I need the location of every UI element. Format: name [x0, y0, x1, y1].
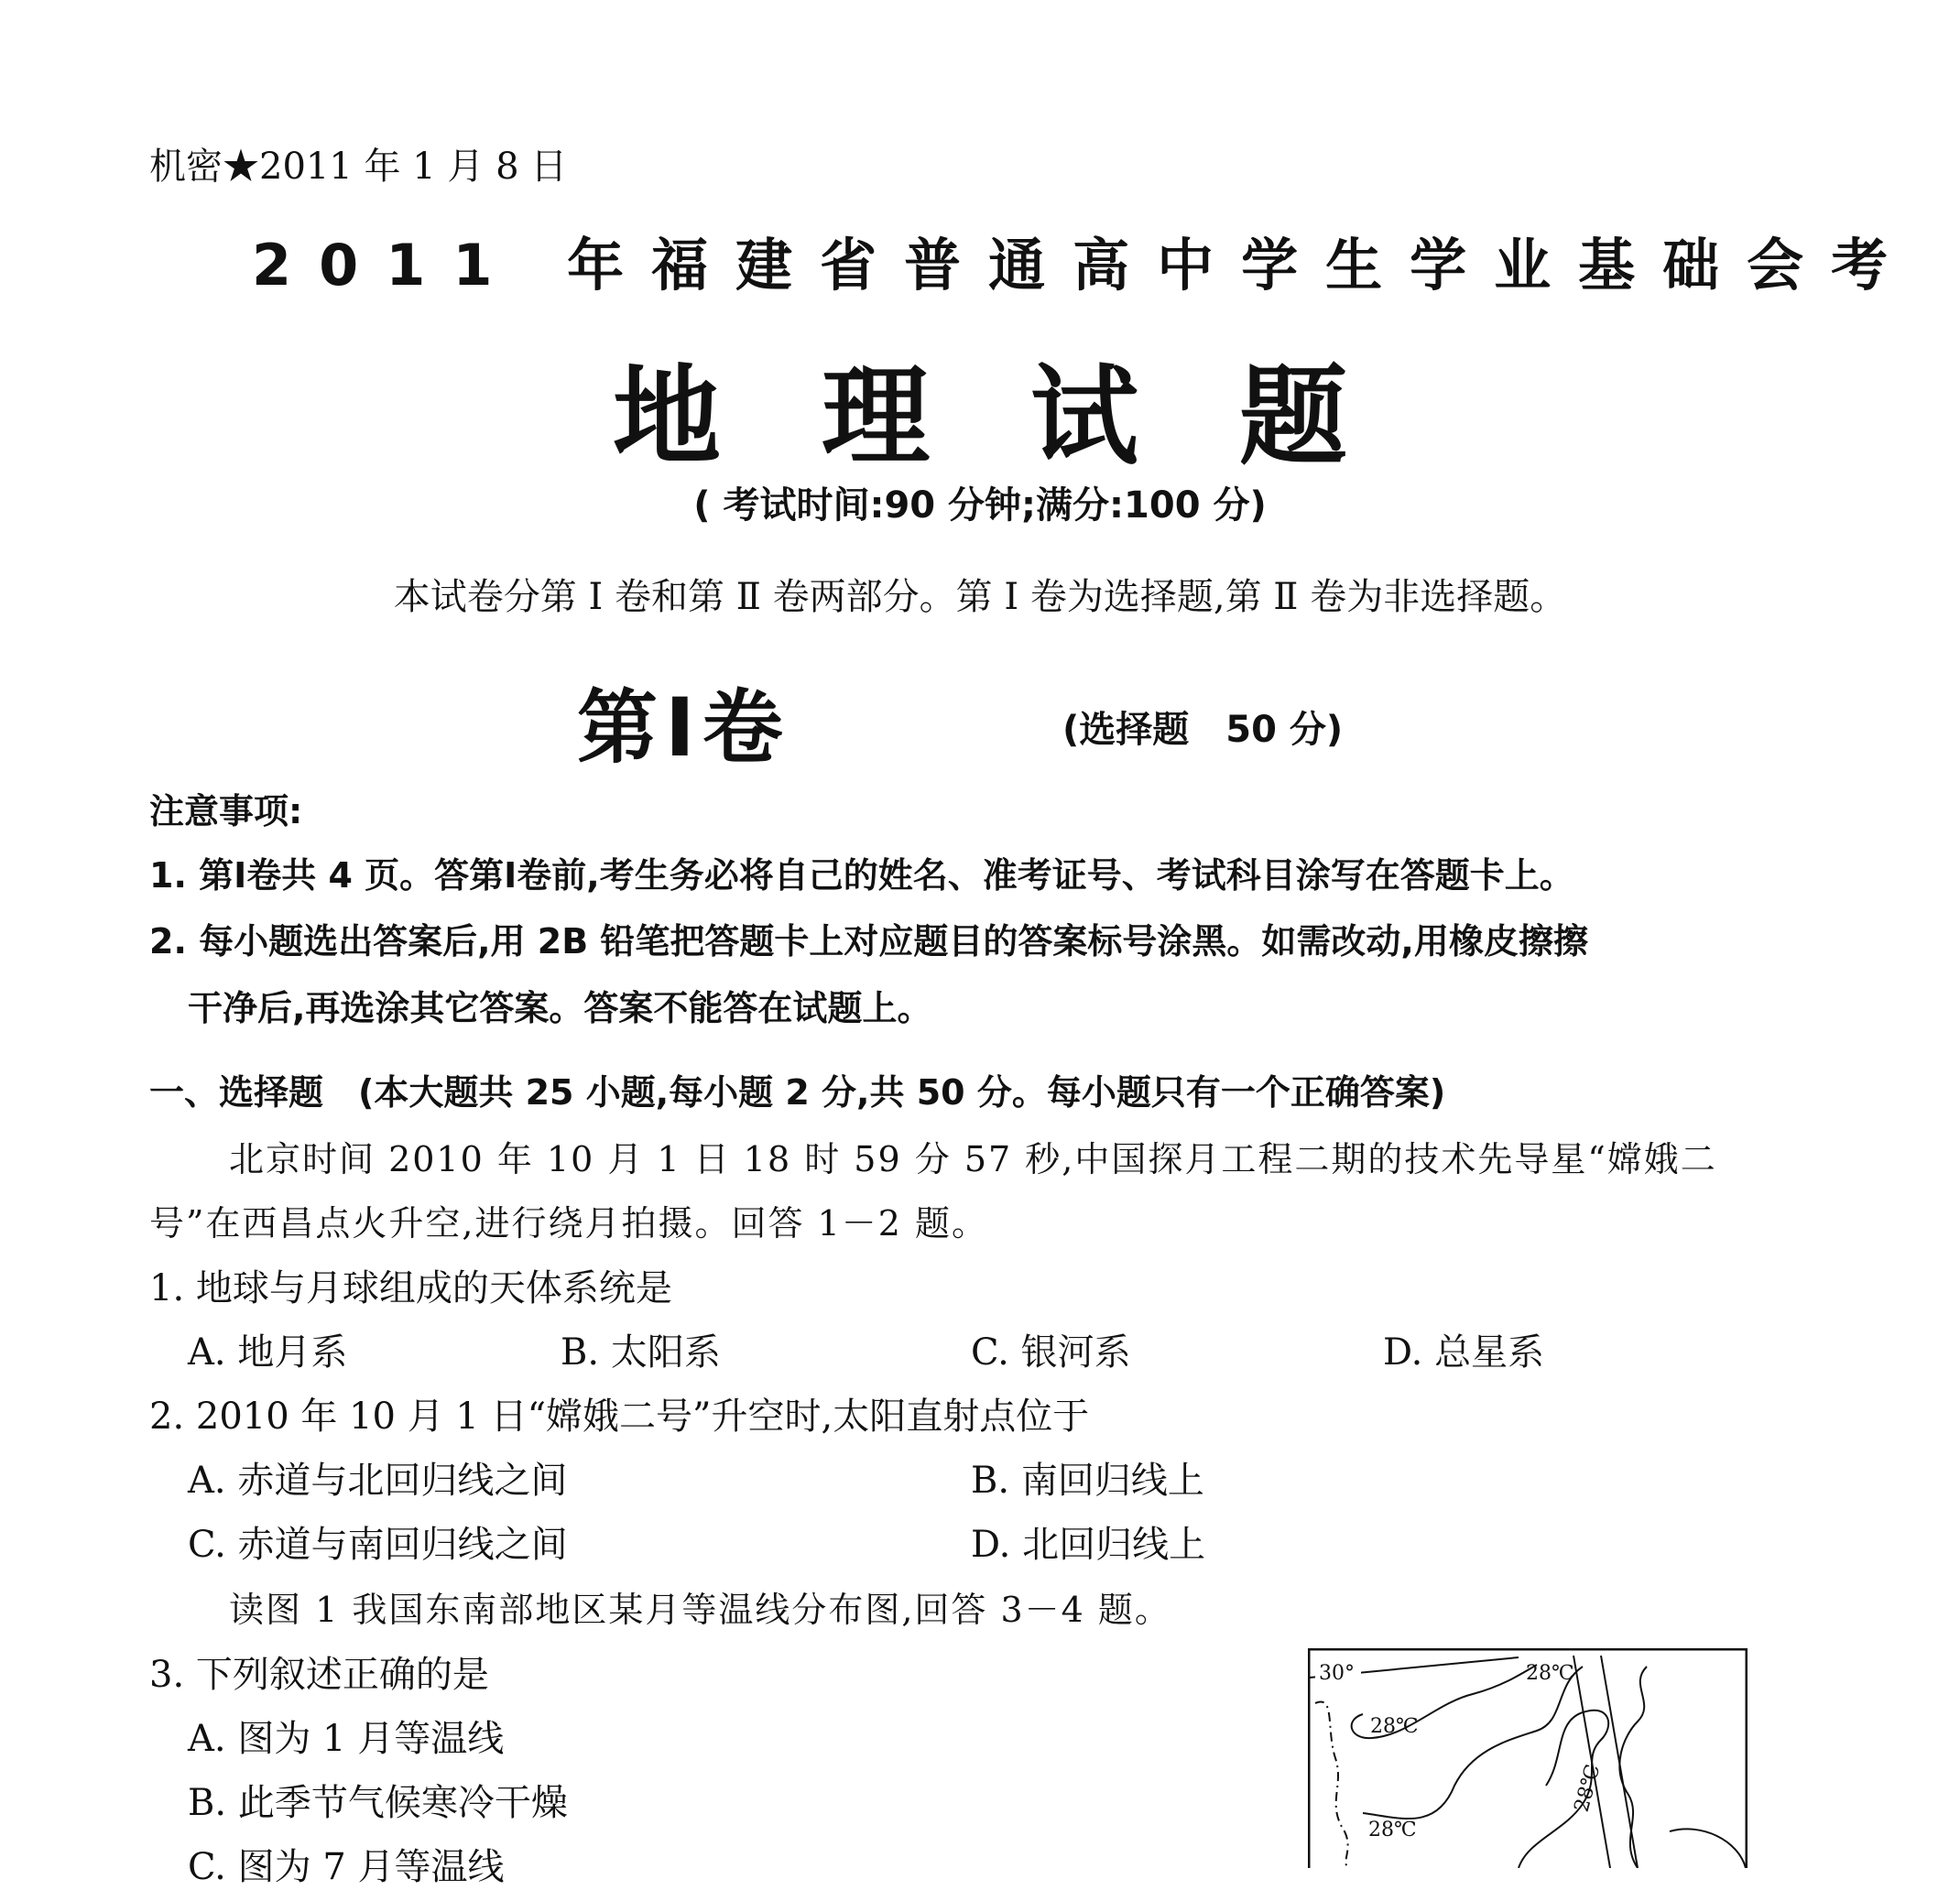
isotherm-map-figure [1308, 1648, 1748, 1868]
subject-title: 地理试题 [612, 353, 1448, 480]
coastline-boundary [1315, 1701, 1349, 1868]
question-2-option-c: C. 赤道与南回归线之间 [188, 1524, 568, 1566]
question-context-2: 读图 1 我国东南部地区某月等温线分布图,回答 3－4 题。 [229, 1590, 1171, 1630]
question-2-stem: 2. 2010 年 10 月 1 日“嫦娥二号”升空时,太阳直射点位于 [149, 1396, 1090, 1438]
question-3-option-b: B. 此季节气候寒冷干燥 [188, 1782, 568, 1824]
question-1-option-b: B. 太阳系 [561, 1331, 721, 1374]
question-context-1: 北京时间 2010 年 10 月 1 日 18 时 59 分 57 秒,中国探月工程二期的技术先导星“嫦娥二 [229, 1139, 1717, 1179]
isotherm-label-1: 28℃ [1526, 1662, 1574, 1685]
question-1-option-c: C. 银河系 [971, 1331, 1131, 1374]
paper-intro: 本试卷分第 Ⅰ 卷和第 Ⅱ 卷两部分。第 Ⅰ 卷为选择题,第 Ⅱ 卷为非选择题。 [393, 576, 1567, 618]
island-coast [1670, 1829, 1746, 1868]
question-3-stem: 3. 下列叙述正确的是 [149, 1654, 489, 1696]
question-1-option-d: D. 总星系 [1383, 1331, 1545, 1374]
question-3-option-c: C. 图为 7 月等温线 [188, 1846, 505, 1888]
section-1-heading: 一、选择题 (本大题共 25 小题,每小题 2 分,共 50 分。每小题只有一个正确答案) [149, 1072, 1446, 1113]
note-item-2: 2. 每小题选出答案后,用 2B 铅笔把答题卡上对应题目的答案标号涂黑。如需改动,用橡皮擦擦 [149, 921, 1588, 961]
confidential-date-line: 机密★2011 年 1 月 8 日 [149, 146, 568, 188]
exam-time-info: ( 考试时间:90 分钟;满分:100 分) [693, 484, 1267, 527]
notes-heading: 注意事项: [149, 791, 303, 831]
isotherm-label-2: 28℃ [1370, 1715, 1419, 1738]
volume-1-score: (选择题 50 分) [1062, 709, 1344, 751]
note-item-1: 1. 第Ⅰ卷共 4 页。答第Ⅰ卷前,考生务必将自己的姓名、准考证号、考试科目涂写在答题卡上。 [149, 855, 1574, 896]
isotherm-label-3: 28℃ [1368, 1819, 1417, 1841]
latitude-label: 30° [1319, 1662, 1355, 1685]
meridian-line [1570, 1656, 1610, 1868]
exam-title: 2011 年福建省普通高中学生学业基础会考 [252, 232, 1916, 299]
question-context-1-continued: 号”在西昌点火升空,进行绕月拍摄。回答 1－2 题。 [149, 1203, 989, 1244]
volume-1-title: 第Ⅰ卷 [577, 680, 790, 775]
isotherm-line-2 [1363, 1667, 1583, 1819]
question-1-stem: 1. 地球与月球组成的天体系统是 [149, 1267, 672, 1309]
question-2-option-a: A. 赤道与北回归线之间 [188, 1460, 568, 1502]
isotherm-label-4: 28℃ [1570, 1762, 1606, 1815]
question-3-option-a: A. 图为 1 月等温线 [188, 1718, 505, 1760]
question-2-option-b: B. 南回归线上 [971, 1460, 1204, 1502]
question-1-option-a: A. 地月系 [188, 1331, 348, 1374]
note-item-2-continued: 干净后,再选涂其它答案。答案不能答在试题上。 [188, 988, 932, 1028]
question-2-option-d: D. 北回归线上 [971, 1524, 1206, 1566]
